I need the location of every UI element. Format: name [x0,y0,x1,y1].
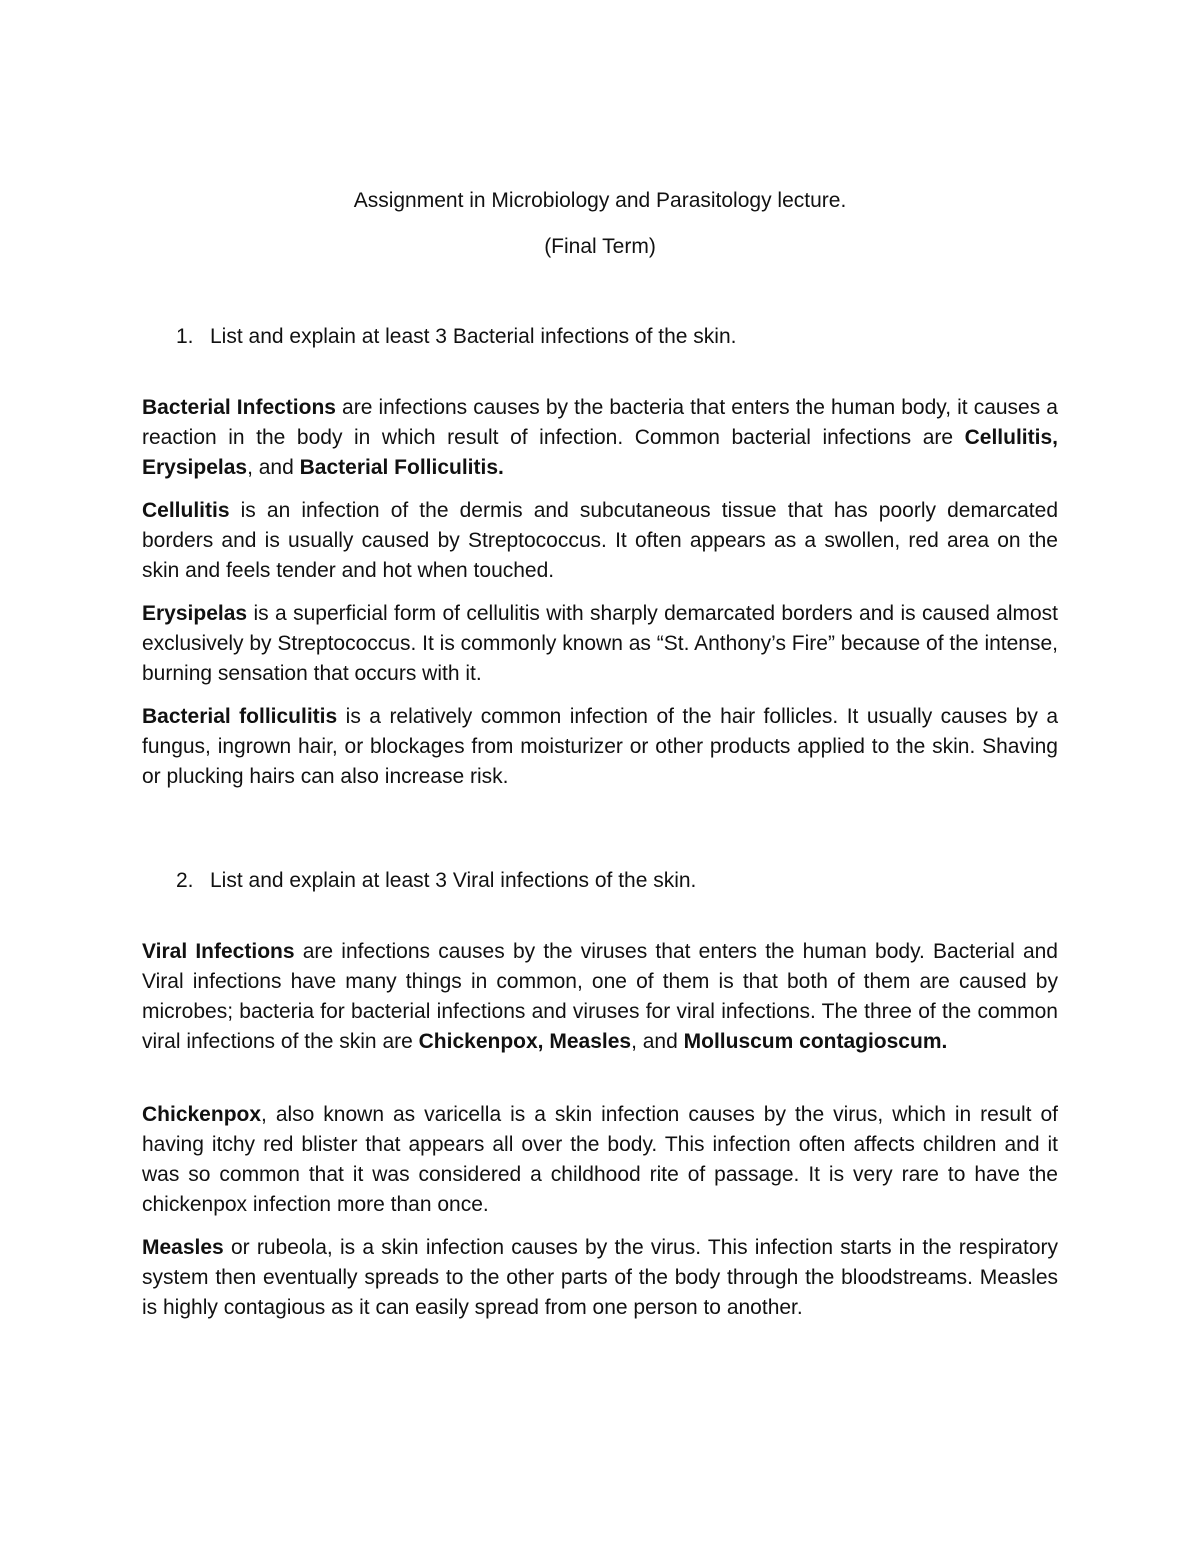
list-separator: , [537,1030,550,1053]
erysipelas-paragraph [142,599,1058,689]
document-title: Assignment in Microbiology and Parasitology lecture. [353,189,847,212]
list-separator: , [1052,426,1058,449]
term-cellulitis: Cellulitis [142,499,230,522]
term-chickenpox: Chickenpox [142,1103,262,1126]
term-viral-infections: Viral Infections [142,940,295,963]
question-2-number: 2. [176,869,194,892]
chickenpox-text: , also known as varicella is a skin infection causes by the virus, which in result of having itchy red blister that appears all over the body. This infection often affects children and it was so common that it was considered a childhood rite of passage. It is very rare to have the chickenpox infection more than once. [142,1103,1058,1216]
term-chickenpox-list: Chickenpox [418,1030,538,1053]
measles-paragraph [142,1233,1058,1323]
term-bacterial-folliculitis: Bacterial folliculitis [142,705,338,728]
term-molluscum-list: Molluscum contagioscum. [683,1030,948,1053]
question-1 [176,322,736,352]
chickenpox-paragraph [142,1100,1058,1220]
question-1-number: 1. [176,325,194,348]
term-erysipelas: Erysipelas [142,602,248,625]
bacterial-intro-paragraph [142,393,1058,483]
term-measles-list: Measles [549,1030,632,1053]
cellulitis-text: is an infection of the dermis and subcutaneous tissue that has poorly demarcated borders and is usually caused by Streptococcus. It often appears as a swollen, red area on the skin and feels tender and hot when touched. [142,499,1058,582]
question-2 [176,866,696,896]
question-2-text: List and explain at least 3 Viral infections of the skin. [210,869,697,892]
bacterial-folliculitis-paragraph [142,702,1058,792]
list-separator: , and [631,1030,684,1053]
term-erysipelas-list: Erysipelas [142,456,248,479]
measles-text: or rubeola, is a skin infection causes by the virus. This infection starts in the respiratory system then eventually spreads to the other parts of the body through the bloodstreams. Measles is highly contagious as it can easily spread from one person to another. [142,1236,1058,1319]
term-bacterial-folliculitis-list: Bacterial Folliculitis. [299,456,504,479]
erysipelas-text: is a superficial form of cellulitis with sharply demarcated borders and is caused almost exclusively by Streptococcus. It is commonly known as “St. Anthony’s Fire” because of the intense, burning sensation that occurs with it. [142,602,1058,685]
viral-intro-paragraph [142,937,1058,1057]
term-cellulitis-list: Cellulitis [964,426,1053,449]
list-separator: , and [247,456,300,479]
term-bacterial-infections: Bacterial Infections [142,396,336,419]
question-1-text: List and explain at least 3 Bacterial infections of the skin. [210,325,737,348]
cellulitis-paragraph [142,496,1058,586]
term-measles: Measles [142,1236,224,1259]
document-subtitle: (Final Term) [544,235,656,258]
bacterial-folliculitis-text: is a relatively common infection of the hair follicles. It usually causes by a fungus, ingrown hair, or blockages from moisturizer or other products applied to the skin. Shaving or plucking hairs can also increase risk. [142,705,1059,788]
viral-intro-text: are infections causes by the viruses that enters the human body. Bacterial and Viral infections have many things in common, one of them is that both of them are caused by microbes; bacteria for bacterial infections and viruses for viral infections. The three of the common viral infections of the skin are [142,940,1058,1053]
bacterial-intro-text: are infections causes by the bacteria that enters the human body, it causes a reaction in the body in which result of infection. Common bacterial infections are [142,396,1058,449]
